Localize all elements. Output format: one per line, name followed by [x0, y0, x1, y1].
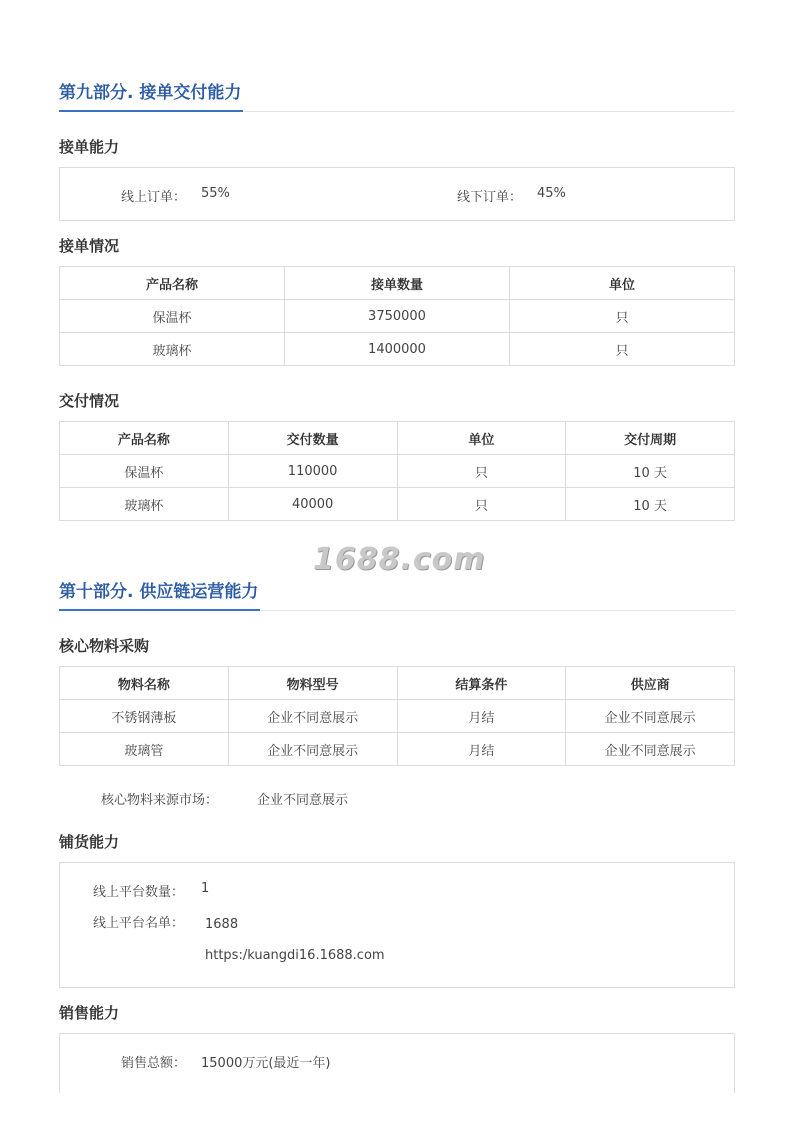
table-cell: 玻璃管 [60, 733, 229, 766]
table-header-row [60, 667, 735, 700]
column-header: 产品名称 [60, 267, 285, 300]
column-header: 产品名称 [60, 422, 229, 455]
table-header-row [60, 267, 735, 300]
table-cell: 保温杯 [60, 300, 285, 333]
offline-order-value: 45% [537, 186, 566, 201]
platform-url-link[interactable]: https:/kuangdi16.1688.com [205, 948, 385, 963]
section9-title: 第九部分. 接单交付能力 [59, 78, 243, 112]
table-cell: 40000 [228, 488, 397, 521]
table-cell: 10 天 [566, 488, 735, 521]
table-row [60, 455, 735, 488]
material-source-value: 企业不同意展示 [257, 793, 349, 808]
table-cell: 10 天 [566, 455, 735, 488]
distribution-heading: 铺货能力 [59, 833, 120, 851]
column-header: 交付周期 [566, 422, 735, 455]
column-header: 供应商 [566, 667, 735, 700]
table-row [60, 733, 735, 766]
column-header: 结算条件 [397, 667, 566, 700]
column-header: 物料名称 [60, 667, 229, 700]
sales-heading: 销售能力 [59, 1004, 120, 1022]
table-header-row [60, 422, 735, 455]
table-cell: 只 [510, 300, 735, 333]
table-row [60, 300, 735, 333]
offline-order-label: 线下订单： [457, 190, 523, 205]
column-header: 单位 [510, 267, 735, 300]
table-cell: 企业不同意展示 [228, 733, 397, 766]
table-row [60, 333, 735, 366]
section10-title: 第十部分. 供应链运营能力 [59, 577, 260, 611]
platform-count-label: 线上平台数量： [93, 885, 185, 900]
table-cell: 不锈钢薄板 [60, 700, 229, 733]
column-header: 交付数量 [228, 422, 397, 455]
table-cell: 玻璃杯 [60, 488, 229, 521]
section9-title-bar [59, 78, 735, 112]
table-row [60, 488, 735, 521]
sales-total-value: 15000万元(最近一年) [201, 1056, 331, 1071]
table-cell: 保温杯 [60, 455, 229, 488]
column-header: 单位 [397, 422, 566, 455]
sales-total-label: 销售总额： [121, 1056, 187, 1071]
table-cell: 只 [397, 455, 566, 488]
table-row [60, 700, 735, 733]
table-cell: 企业不同意展示 [228, 700, 397, 733]
platform-count-value: 1 [201, 881, 210, 896]
order-status-heading: 接单情况 [59, 237, 120, 255]
table-cell: 1400000 [285, 333, 510, 366]
table-cell: 玻璃杯 [60, 333, 285, 366]
watermark-logo: 1688.com [313, 542, 486, 577]
column-header: 接单数量 [285, 267, 510, 300]
table-cell: 只 [397, 488, 566, 521]
delivery-status-heading: 交付情况 [59, 392, 120, 410]
table-cell: 月结 [397, 700, 566, 733]
core-materials-table [59, 666, 735, 766]
table-cell: 110000 [228, 455, 397, 488]
table-cell: 月结 [397, 733, 566, 766]
section10-title-bar [59, 577, 735, 611]
online-order-label: 线上订单： [121, 190, 187, 205]
table-cell: 企业不同意展示 [566, 700, 735, 733]
table-cell: 只 [510, 333, 735, 366]
table-cell: 3750000 [285, 300, 510, 333]
core-materials-heading: 核心物料采购 [59, 637, 150, 655]
column-header: 物料型号 [228, 667, 397, 700]
order-status-table [59, 266, 735, 366]
delivery-status-table [59, 421, 735, 521]
platform-name-item: 1688 [205, 917, 239, 932]
order-capacity-heading: 接单能力 [59, 138, 120, 156]
platform-names-label: 线上平台名单： [93, 916, 185, 931]
online-order-value: 55% [201, 186, 230, 201]
table-cell: 企业不同意展示 [566, 733, 735, 766]
material-source-label: 核心物料来源市场： [101, 793, 219, 808]
